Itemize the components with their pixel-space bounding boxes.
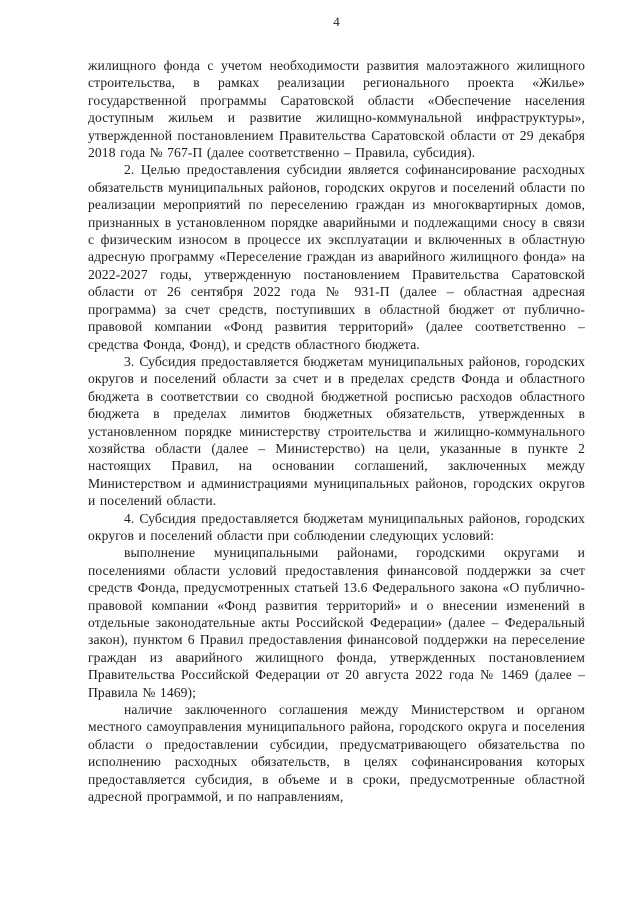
page-number: 4 — [333, 14, 340, 29]
paragraph-item-4: 4. Субсидия предоставляется бюджетам муниципальных районов, городских округов и поселений области при соблюдении следующих условий: — [88, 510, 585, 543]
paragraph-item-3: 3. Субсидия предоставляется бюджетам муниципальных районов, городских округов и поселений области за счет и в пределах средств Фонда и областного бюджета в соответствии со сводной бюджетной росписью расходов областного бюджета в пределах лимитов бюджетных обязательств, утвержденных в установленном порядке министерству строительства и жилищно-коммунального хозяйства области (далее – Министерство) на цели, указанные в пункте 2 настоящих Правил, на основании соглашений, заключенных между Министерством и администрациями муниципальных районов, городских округов и поселений области. — [88, 353, 585, 509]
paragraph-condition-2: наличие заключенного соглашения между Министерством и органом местного самоуправления муниципального района, городского округа и поселения области о предоставлении субсидии, предусматривающего обязательства по исполнению расходных обязательств, в целях софинансирования которых предоставляется субсидия, в объеме и в сроки, предусмотренные областной адресной программой, и по направлениям, — [88, 702, 585, 805]
paragraph-continuation: жилищного фонда с учетом необходимости развития малоэтажного жилищного строительства, в рамках реализации регионального проекта «Жилье» государственной программы Саратовской области «Обеспечение населения доступным жильем и развитие жилищно-коммунальной инфраструктуры», утвержденной постановлением Правительства Саратовской области от 29 декабря 2018 года № 767-П (далее соответственно – Правила, субсидия). — [88, 58, 585, 161]
paragraph-condition-1: выполнение муниципальными районами, городскими округами и поселениями области условий предоставления финансовой поддержки за счет средств Фонда, предусмотренных статьей 13.6 Федерального закона «О публично-правовой компании «Фонд развития территорий» и о внесении изменений в отдельные законодательные акты Российской Федерации» (далее – Федеральный закон), пунктом 6 Правил предоставления финансовой поддержки на переселение граждан из аварийного жилищного фонда, утвержденных постановлением Правительства Российской Федерации от 20 августа 2022 года № 1469 (далее – Правила № 1469); — [88, 545, 585, 700]
paragraph-item-2: 2. Целью предоставления субсидии является софинансирование расходных обязательств муниципальных районов, городских округов и поселений области по реализации мероприятий по переселению граждан из многоквартирных домов, признанных в установленном порядке аварийными и подлежащими сносу в связи с физическим износом в процессе их эксплуатации и включенных в областную адресную программу «Переселение граждан из аварийного жилищного фонда» на 2022-2027 годы, утвержденную постановлением Правительства Саратовской области от 26 сентября 2022 года № 931-П (далее – областная адресная программа) за счет средств, поступивших в областной бюджет от публично-правовой компании «Фонд развития территорий» (далее соответственно – средства Фонда, Фонд), и средств областного бюджета. — [88, 162, 585, 352]
document-body — [88, 57, 585, 805]
